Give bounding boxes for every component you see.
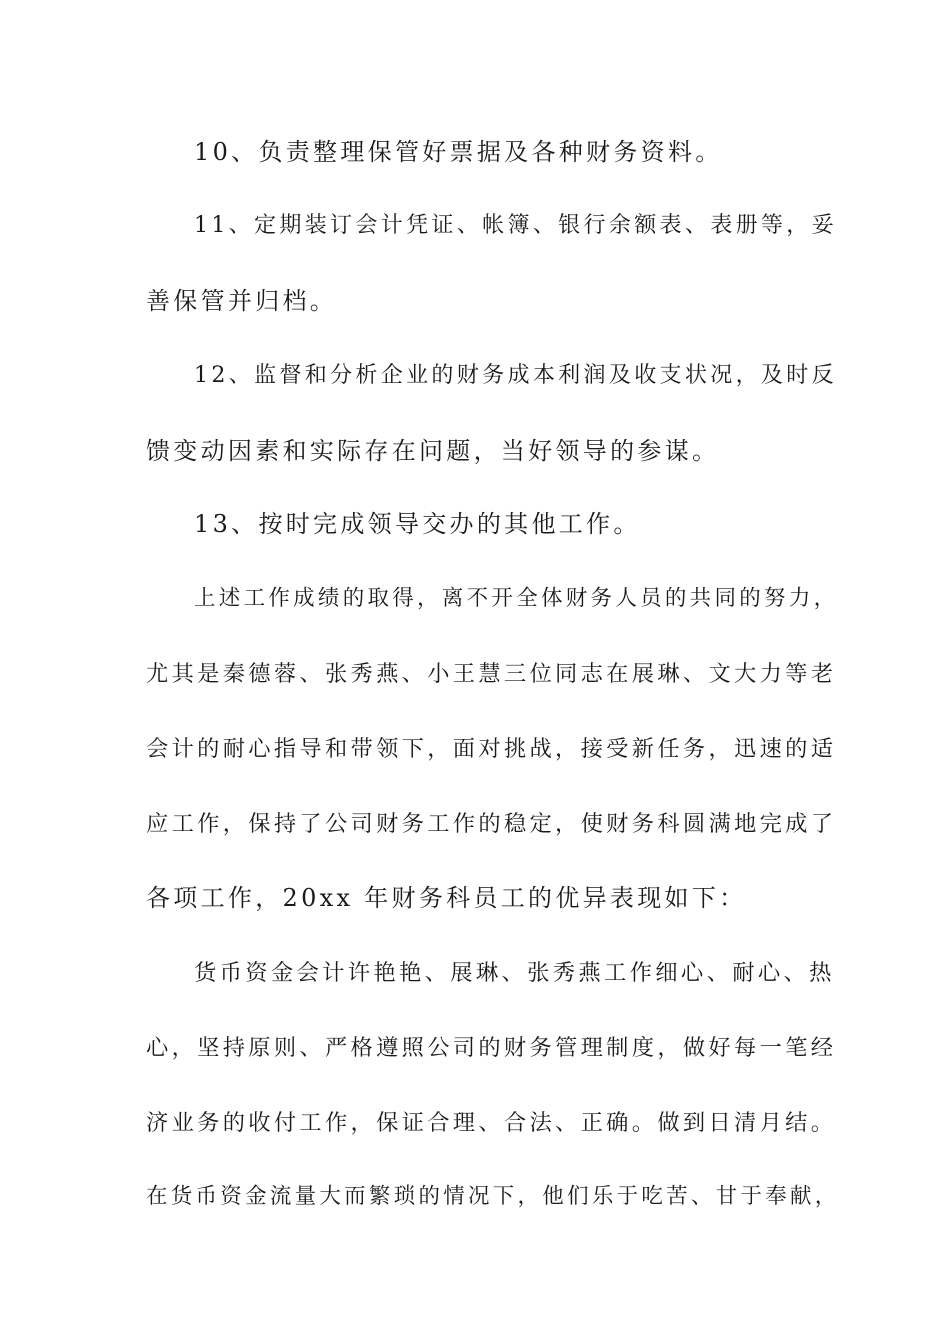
- text-line: 馈变动因素和实际存在问题，当好领导的参谋。: [146, 437, 720, 465]
- text-line: 货币资金会计许艳艳、展琳、张秀燕工作细心、耐心、热: [194, 960, 835, 986]
- text-line: 12、监督和分析企业的财务成本利润及收支状况，及时反: [194, 363, 837, 388]
- text-line: 13、按时完成领导交办的其他工作。: [194, 510, 641, 538]
- text-line: 11、定期装订会计凭证、帐簿、银行余额表、表册等，妥: [194, 213, 837, 238]
- text-line: 济业务的收付工作，保证合理、合法、正确。做到日清月结。: [146, 1110, 837, 1136]
- text-line: 在货币资金流量大而繁琐的情况下，他们乐于吃苦、甘于奉献，: [146, 1184, 840, 1209]
- text-line: 各项工作，20xx 年财务科员工的优异表现如下：: [146, 884, 747, 912]
- text-line: 会计的耐心指导和带领下，面对挑战，接受新任务，迅速的适: [146, 736, 837, 762]
- text-line: 上述工作成绩的取得，离不开全体财务人员的共同的努力，: [194, 586, 839, 611]
- text-line: 善保管并归档。: [146, 287, 338, 315]
- text-line: 应工作，保持了公司财务工作的稳定，使财务科圆满地完成了: [146, 811, 837, 837]
- text-line: 10、负责整理保管好票据及各种财务资料。: [194, 138, 723, 166]
- text-line: 尤其是秦德蓉、张秀燕、小王慧三位同志在展琳、文大力等老: [146, 661, 837, 687]
- text-line: 心，坚持原则、严格遵照公司的财务管理制度，做好每一笔经: [146, 1035, 837, 1061]
